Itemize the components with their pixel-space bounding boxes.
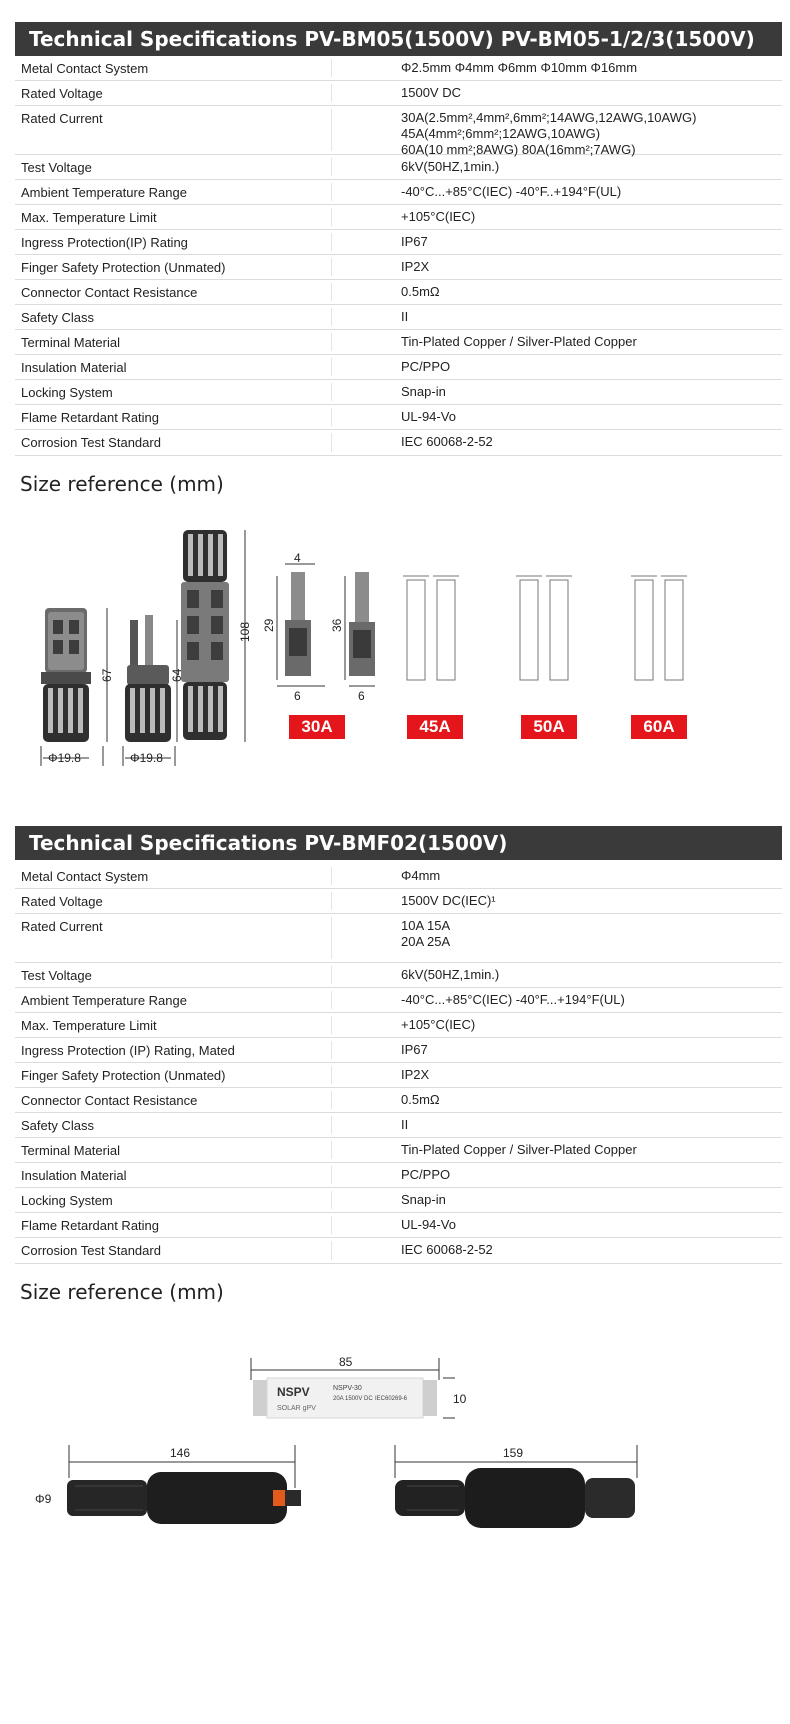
spec1-row xyxy=(15,155,782,180)
spec2-row xyxy=(15,1063,782,1088)
spec-value xyxy=(401,1092,440,1108)
spec1-row xyxy=(15,255,782,280)
column-divider xyxy=(331,1191,332,1209)
spec-value xyxy=(401,334,637,350)
spec-value-line: 30A(2.5mm²,4mm²,6mm²;14AWG,12AWG,10AWG) xyxy=(401,110,697,125)
spec1-row xyxy=(15,56,782,81)
column-divider xyxy=(331,408,332,426)
column-divider xyxy=(331,358,332,376)
size-diagram-1 xyxy=(15,520,782,780)
column-divider xyxy=(331,1016,332,1034)
spec-value xyxy=(401,60,637,76)
spec2-row xyxy=(15,1238,782,1264)
size-diagram-2 xyxy=(15,1340,782,1640)
left-connector-drawing xyxy=(67,1472,301,1524)
dim-d2: Φ19.8 xyxy=(130,751,163,765)
spec-label: Corrosion Test Standard xyxy=(21,1243,161,1258)
spec-label: Ambient Temperature Range xyxy=(21,993,187,1008)
badge-30a: 30A xyxy=(289,715,345,739)
dim-h36: 36 xyxy=(330,618,344,632)
spec2-row xyxy=(15,1113,782,1138)
fuse-length: 85 xyxy=(339,1355,353,1369)
dim-h64: 64 xyxy=(170,668,184,682)
connector-b-drawing xyxy=(125,615,171,742)
spec-value xyxy=(401,1242,493,1258)
spec-label: Terminal Material xyxy=(21,335,120,350)
spec1-row xyxy=(15,405,782,430)
spec-value xyxy=(401,384,446,400)
spec-label: Connector Contact Resistance xyxy=(21,1093,198,1108)
spec-value xyxy=(401,1067,429,1083)
spec-label: Insulation Material xyxy=(21,1168,127,1183)
spec-label: Ambient Temperature Range xyxy=(21,185,187,200)
fuse-brand: NSPV xyxy=(277,1385,310,1399)
spec1-row xyxy=(15,106,782,155)
spec-value-line: 45A(4mm²;6mm²;12AWG,10AWG) xyxy=(401,126,601,141)
column-divider xyxy=(331,258,332,276)
dim-h67: 67 xyxy=(100,668,114,682)
column-divider xyxy=(331,1241,332,1260)
spec-value xyxy=(401,1117,408,1133)
spec-value-line: PC/PPO xyxy=(401,1167,451,1182)
fuse-model: NSPV-30 xyxy=(333,1385,362,1392)
spec-value xyxy=(401,234,428,250)
spec-label: Safety Class xyxy=(21,1118,94,1133)
column-divider xyxy=(331,1141,332,1159)
column-divider xyxy=(331,84,332,102)
spec-value xyxy=(401,1217,456,1233)
right-connector-drawing xyxy=(395,1468,635,1528)
spec-value-line: 10A 15A xyxy=(401,918,451,933)
spec-value-line: PC/PPO xyxy=(401,359,451,374)
spec1-row xyxy=(15,205,782,230)
spec-value-line: IP67 xyxy=(401,1042,428,1057)
spec-value-line: IEC 60068-2-52 xyxy=(401,1242,493,1257)
spec1-row xyxy=(15,280,782,305)
spec-value-line: II xyxy=(401,1117,409,1132)
spec-label: Metal Contact System xyxy=(21,869,149,884)
spec-value-line: Φ4mm xyxy=(401,868,441,883)
spec-value xyxy=(401,967,499,983)
spec-value xyxy=(401,409,456,425)
spec-label: Rated Voltage xyxy=(21,86,103,101)
spec-value xyxy=(401,85,461,101)
spec-value-line: +105°C(IEC) xyxy=(401,209,476,224)
column-divider xyxy=(331,892,332,910)
fuse-text-3: IEC60269-6 xyxy=(375,1396,408,1402)
column-divider xyxy=(331,233,332,251)
fuse-connector-drawings xyxy=(15,1340,782,1640)
column-divider xyxy=(331,158,332,176)
spec2-row xyxy=(15,1013,782,1038)
spec-value xyxy=(401,1142,637,1158)
spec-value-line: +105°C(IEC) xyxy=(401,1017,476,1032)
spec2-row xyxy=(15,1163,782,1188)
column-divider xyxy=(331,183,332,201)
column-divider xyxy=(331,1116,332,1134)
column-divider xyxy=(331,867,332,885)
column-divider xyxy=(331,283,332,301)
spec1-row xyxy=(15,81,782,106)
left-length: 146 xyxy=(170,1446,191,1460)
spec-value xyxy=(401,359,450,375)
spec-value-line: Snap-in xyxy=(401,1192,446,1207)
spec-value xyxy=(401,284,440,300)
spec-label: Corrosion Test Standard xyxy=(21,435,161,450)
spec-value-line: -40°C...+85°C(IEC) -40°F...+194°F(UL) xyxy=(401,992,625,1007)
badge-50a: 50A xyxy=(521,715,577,739)
right-length: 159 xyxy=(503,1446,524,1460)
spec-value-line: UL-94-Vo xyxy=(401,409,456,424)
spec-value-line: Φ2.5mm Φ4mm Φ6mm Φ10mm Φ16mm xyxy=(401,60,638,75)
spec-value-line: Tin-Plated Copper / Silver-Plated Copper xyxy=(401,334,637,349)
spec-value-line: 1500V DC xyxy=(401,85,461,100)
spec-label: Safety Class xyxy=(21,310,94,325)
column-divider xyxy=(331,1216,332,1234)
spec1-row xyxy=(15,355,782,380)
terminal-line-drawings xyxy=(403,576,687,680)
spec-value xyxy=(401,110,696,158)
spec-label: Rated Current xyxy=(21,919,103,934)
column-divider xyxy=(331,59,332,77)
column-divider xyxy=(331,433,332,452)
spec-value-line: Tin-Plated Copper / Silver-Plated Copper xyxy=(401,1142,637,1157)
dim-d1: Φ19.8 xyxy=(48,751,81,765)
spec-value-line: IP67 xyxy=(401,234,428,249)
spec-value-line: UL-94-Vo xyxy=(401,1217,456,1232)
connector-a-drawing xyxy=(41,608,91,742)
spec-label: Rated Current xyxy=(21,111,103,126)
spec-value xyxy=(401,184,621,200)
spec2-row xyxy=(15,1088,782,1113)
spec-value xyxy=(401,434,493,450)
dim-w4: 4 xyxy=(294,551,301,565)
spec2-row xyxy=(15,1138,782,1163)
spec-label: Max. Temperature Limit xyxy=(21,1018,157,1033)
spec1-row xyxy=(15,305,782,330)
spec-value xyxy=(401,893,496,909)
spec-label: Ingress Protection(IP) Rating xyxy=(21,235,188,250)
column-divider xyxy=(331,308,332,326)
spec-label: Flame Retardant Rating xyxy=(21,1218,160,1233)
spec2-row xyxy=(15,1213,782,1238)
spec2-row xyxy=(15,1038,782,1063)
badge-45a: 45A xyxy=(407,715,463,739)
spec1-row xyxy=(15,330,782,355)
connector-drawings xyxy=(15,520,782,780)
spec-value xyxy=(401,918,450,950)
spec-label: Flame Retardant Rating xyxy=(21,410,160,425)
spec-value-line: 20A 25A xyxy=(401,934,451,949)
spec-table-1 xyxy=(15,56,782,456)
spec-label: Test Voltage xyxy=(21,160,92,175)
spec-value-line: -40°C...+85°C(IEC) -40°F..+194°F(UL) xyxy=(401,184,622,199)
spec-value-line: Snap-in xyxy=(401,384,446,399)
spec-label: Finger Safety Protection (Unmated) xyxy=(21,1068,226,1083)
spec2-row xyxy=(15,1188,782,1213)
spec2-row xyxy=(15,963,782,988)
spec-label: Locking System xyxy=(21,1193,113,1208)
spec-value xyxy=(401,1017,475,1033)
spec-value-line: 6kV(50HZ,1min.) xyxy=(401,967,500,982)
spec-value xyxy=(401,209,475,225)
spec-value-line: 6kV(50HZ,1min.) xyxy=(401,159,500,174)
column-divider xyxy=(331,991,332,1009)
spec-value-line: IEC 60068-2-52 xyxy=(401,434,493,449)
spec-value-line: 0.5mΩ xyxy=(401,1092,440,1107)
spec-value-line: IP2X xyxy=(401,259,430,274)
fuse-text-2: 20A 1500V DC xyxy=(333,1396,373,1402)
spec-value xyxy=(401,1192,446,1208)
spec1-row xyxy=(15,430,782,456)
spec-label: Test Voltage xyxy=(21,968,92,983)
section1-title: Technical Specifications PV-BM05(1500V) PV-BM05-1/2/3(1500V) xyxy=(15,22,782,56)
spec-label: Terminal Material xyxy=(21,1143,120,1158)
spec-label: Locking System xyxy=(21,385,113,400)
column-divider xyxy=(331,1091,332,1109)
spec-value xyxy=(401,259,429,275)
column-divider xyxy=(331,383,332,401)
spec-label: Rated Voltage xyxy=(21,894,103,909)
column-divider xyxy=(331,917,332,959)
spec-value xyxy=(401,309,408,325)
spec-value xyxy=(401,159,499,175)
column-divider xyxy=(331,1066,332,1084)
spec-label: Ingress Protection (IP) Rating, Mated xyxy=(21,1043,235,1058)
connector-mated-drawing xyxy=(181,530,229,740)
left-diameter: Φ9 xyxy=(35,1492,52,1506)
fuse-drawing xyxy=(253,1378,437,1418)
spec-table-2 xyxy=(15,864,782,1264)
spec-label: Max. Temperature Limit xyxy=(21,210,157,225)
spec2-row xyxy=(15,889,782,914)
spec-label: Connector Contact Resistance xyxy=(21,285,198,300)
spec2-row xyxy=(15,988,782,1013)
section2-title: Technical Specifications PV-BMF02(1500V) xyxy=(15,826,782,860)
spec-value-line: 0.5mΩ xyxy=(401,284,440,299)
spec1-row xyxy=(15,230,782,255)
dim-h108: 108 xyxy=(238,621,252,642)
badge-60a: 60A xyxy=(631,715,687,739)
size-reference-title-2: Size reference (mm) xyxy=(20,1280,224,1304)
dim-h29: 29 xyxy=(262,618,276,632)
spec-value-line: 1500V DC(IEC)¹ xyxy=(401,893,496,908)
column-divider xyxy=(331,208,332,226)
column-divider xyxy=(331,1166,332,1184)
fuse-diameter: 10 xyxy=(453,1392,467,1406)
spec-value xyxy=(401,1042,428,1058)
spec-value-line: II xyxy=(401,309,409,324)
size-reference-title-1: Size reference (mm) xyxy=(20,472,224,496)
spec-label: Insulation Material xyxy=(21,360,127,375)
spec-label: Finger Safety Protection (Unmated) xyxy=(21,260,226,275)
spec1-row xyxy=(15,380,782,405)
fuse-text-1: SOLAR gPV xyxy=(277,1405,316,1412)
column-divider xyxy=(331,966,332,984)
spec1-row xyxy=(15,180,782,205)
spec-value-line: IP2X xyxy=(401,1067,430,1082)
dim-w6a: 6 xyxy=(294,689,301,703)
dim-w6b: 6 xyxy=(358,689,365,703)
spec-value-line: 60A(10 mm²;8AWG) 80A(16mm²;7AWG) xyxy=(401,142,636,157)
spec2-row xyxy=(15,864,782,889)
spec2-row xyxy=(15,914,782,963)
spec-label: Metal Contact System xyxy=(21,61,149,76)
spec-value xyxy=(401,868,440,884)
column-divider xyxy=(331,333,332,351)
column-divider xyxy=(331,109,332,151)
column-divider xyxy=(331,1041,332,1059)
spec-value xyxy=(401,992,625,1008)
spec-value xyxy=(401,1167,450,1183)
